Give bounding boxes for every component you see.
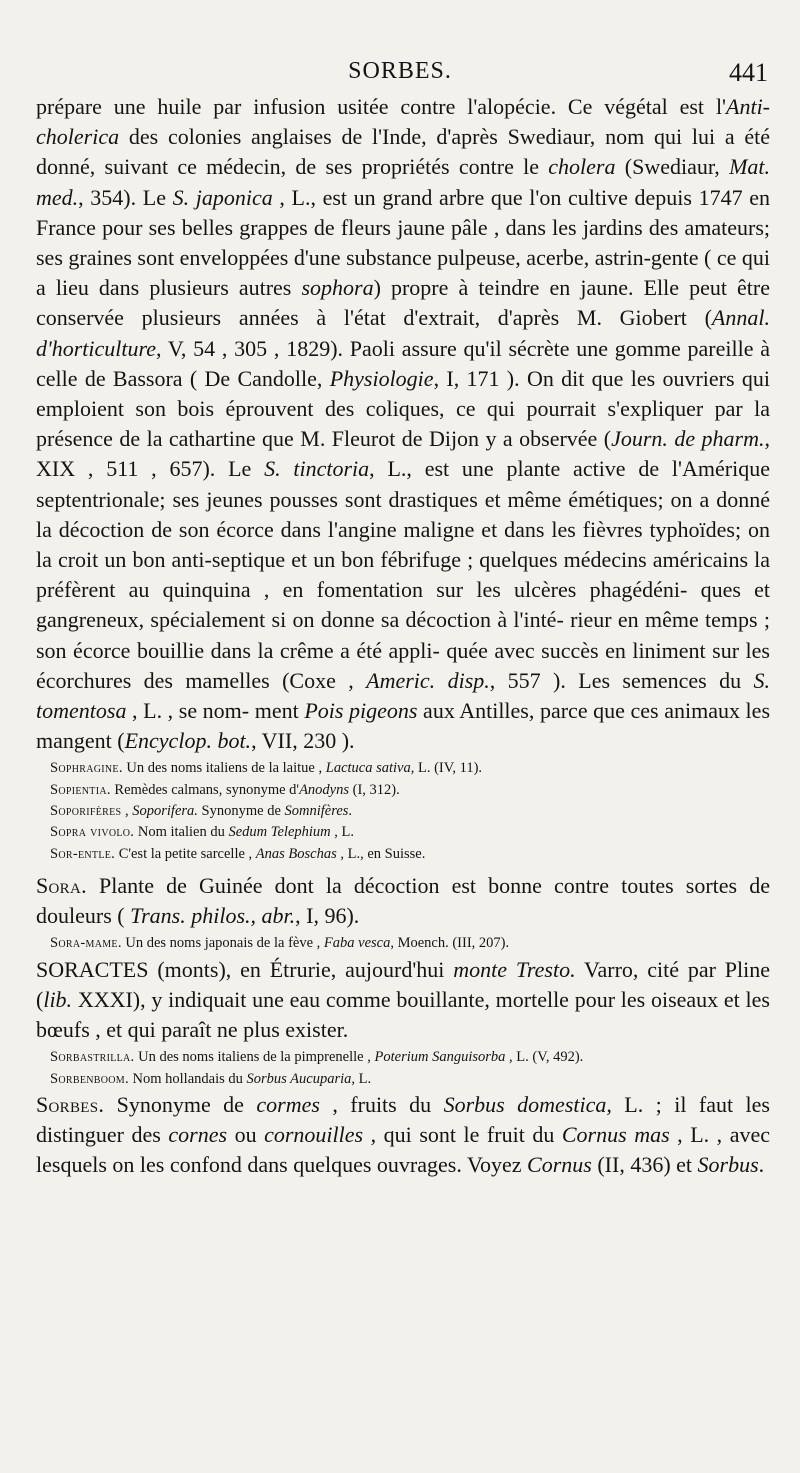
italic-run: Physiologie: [329, 365, 434, 391]
entry-headword: SORACTES: [36, 956, 149, 982]
entry-text: Synonyme de: [197, 803, 285, 820]
text-run: , XIX , 511 , 657). Le: [36, 426, 770, 482]
entry-italic: cormes: [256, 1091, 320, 1117]
entry-sora: [36, 871, 770, 931]
text-run: anti-septique et un bon fébrifuge ; quelques médecins américains la: [171, 547, 770, 573]
entry-italic: Lactuca sativa: [325, 760, 411, 777]
entry-text: , L.: [330, 824, 354, 841]
entry-text: , L.: [351, 1070, 372, 1087]
entry-text: , L. (IV, 11).: [410, 760, 483, 777]
entry-sorbastrilla: [36, 1047, 770, 1068]
entry-text: (I, 312).: [349, 781, 400, 798]
entry-italic: Somnifères: [284, 803, 349, 820]
text-run: Candolle,: [237, 365, 330, 391]
entry-text: L. ; il faut les distinguer des: [36, 1091, 770, 1148]
text-run: , L. , se nom-: [126, 698, 250, 724]
text-run: , L., est un: [272, 184, 376, 210]
entry-italic: lib.: [43, 986, 73, 1012]
italic-run: S. tinctoria: [264, 456, 370, 482]
entry-text: , I, 96).: [295, 903, 360, 929]
entry-sora-mame: [36, 933, 770, 954]
text-run: , V, 54 , 305 , 1829).: [156, 335, 344, 361]
sophora-paragraph: [36, 92, 770, 756]
entry-italic: Cornus: [527, 1152, 592, 1178]
text-run: (: [117, 728, 125, 754]
text-run: le: [523, 154, 549, 180]
entry-italic: Sorbus domestica,: [443, 1091, 612, 1117]
entry-text: Nom hollandais du: [128, 1070, 247, 1087]
entry-italic: Trans. philos., abr.: [130, 903, 296, 929]
text-run: gente ( ce qui a lieu dans plusieurs autres: [36, 245, 771, 301]
entry-headword: Sorbenboom.: [50, 1070, 129, 1087]
italic-run: S. tomentosa: [36, 667, 771, 724]
text-run: rieur en même temps ; son écorce bouillie dans la crême a été appli-: [36, 607, 770, 663]
entry-text: Remèdes calmans, synonyme d': [110, 781, 300, 798]
entry-sopientia: [36, 780, 770, 801]
entry-headword: Sorbastrilla.: [50, 1049, 135, 1066]
text-run: , 354). Le: [78, 184, 173, 210]
entry-text: C'est la petite sarcelle ,: [115, 845, 256, 862]
text-run: plante active de l'Amérique septentrionale; ses jeunes pousses sont: [36, 456, 770, 512]
text-run: quée avec succès en liniment sur les écorchures des mamelles (Coxe ,: [36, 637, 770, 693]
entry-italic: Soporifera.: [132, 803, 198, 820]
page-header: [0, 58, 800, 92]
entry-text: Synonyme de: [104, 1091, 257, 1117]
text-run: son bois éprouvent des coliques, ce qui pourrait s'expliquer par la: [135, 396, 770, 422]
entry-text: , fruits du: [319, 1091, 444, 1117]
italic-run: cholera: [548, 154, 616, 180]
entry-italic: Sorbus: [697, 1152, 759, 1178]
entry-headword: Sora.: [36, 872, 87, 898]
text-run: , VII, 230 ).: [251, 728, 355, 754]
entry-soporiferes: [36, 801, 770, 822]
entry-sor-entle: [36, 844, 770, 865]
text-run: en jaune. Elle peut être conservée plusieurs années à l'état d'extrait,: [36, 275, 770, 331]
running-head: SORBES.: [348, 58, 452, 84]
text-run: aux Antilles, parce que ces animaux les mangent: [36, 698, 770, 754]
text-run: (Swediaur,: [615, 154, 730, 180]
text-run: (: [603, 426, 612, 452]
text-run: prépare une huile par infusion usitée contre l'alopécie. Ce végétal est: [36, 94, 705, 119]
text-run: d'après M. Giobert (: [497, 305, 712, 331]
entry-headword: Sora-mame.: [50, 935, 122, 952]
entry-text: Varro, cité par Pline (: [36, 956, 770, 1012]
text-run: grappes de fleurs jaune pâle , dans les jardins des amateurs; ses: [36, 214, 770, 271]
italic-run: Encyclop. bot.: [124, 728, 252, 754]
entry-sorbenboom: [36, 1069, 770, 1090]
entry-text: Nom italien du: [134, 824, 229, 841]
entry-soractes: [36, 955, 770, 1046]
text-run: , L., est une: [369, 456, 494, 482]
entry-text: Un des noms italiens de la pimprenelle ,: [134, 1049, 375, 1066]
text-run: ) propre à teindre: [373, 275, 540, 301]
text-run: Paoli assure qu'il sécrète une gomme pareille à celle de Bassora ( De: [36, 335, 770, 391]
entry-sophragine: [36, 758, 770, 779]
text-run: grand arbre que l'on cultive depuis 1747 en France pour ses belles: [36, 184, 770, 240]
entry-headword: Soporifères: [50, 803, 122, 820]
italic-run: Americ. disp.: [366, 667, 490, 693]
entry-italic: cornouilles: [264, 1122, 364, 1148]
entry-text: , qui sont le fruit du: [363, 1122, 562, 1148]
text-run: l': [715, 94, 727, 119]
entry-italic: Sedum Telephium: [228, 824, 331, 841]
entry-italic: Anas Boschas: [255, 845, 337, 862]
italic-run: Pois pigeons: [304, 698, 418, 724]
entry-italic: Sorbus Aucuparia: [246, 1070, 352, 1087]
entry-headword: Sopra vivolo.: [50, 824, 135, 841]
entry-text: ,: [121, 803, 133, 820]
entry-italic: Poterium Sanguisorba: [374, 1049, 506, 1066]
italic-run: sophora: [301, 275, 374, 301]
entry-headword: Sophragine.: [50, 760, 123, 777]
text-run: présence de la cathartine que M. Fleurot de Dijon y a observée: [36, 426, 598, 452]
italic-run: Anti-cholerica: [36, 94, 771, 150]
text-run: , 557 ). Les semences du: [489, 667, 754, 693]
entry-text: Un des noms japonais de la fève ,: [121, 935, 324, 952]
text-run: nom qui lui a été donné, suivant ce médecin, de ses propriétés contre: [36, 124, 771, 180]
text-run: dans l'angine maligne et dans les fièvres typhoïdes; on la croit un bon: [36, 516, 771, 573]
text-run: des colonies anglaises de l'Inde, d'après Swediaur,: [119, 124, 596, 150]
entry-italic: cornes: [168, 1122, 228, 1148]
entry-text: ou: [227, 1122, 265, 1148]
italic-run: S. japonica: [172, 184, 273, 210]
text-run: drastiques et même émétiques; on a donné la décoction de son écorce: [36, 486, 770, 542]
entry-italic: Cornus mas: [561, 1122, 670, 1148]
entry-text: Plante de Guinée dont la décoction est bonne contre toutes sortes de douleurs (: [36, 872, 770, 929]
entry-text: .: [348, 803, 353, 820]
entry-italic: Faba vesca: [323, 935, 391, 952]
entry-sorbes: [36, 1090, 770, 1181]
italic-run: Journ. de pharm.: [611, 426, 765, 452]
entry-text: XXXI), y indiquait une eau comme bouillante, mortelle pour les oiseaux et les bœufs , et qui paraît ne plus exister.: [36, 986, 770, 1043]
text-run: , I, 171 ). On dit que les ouvriers qui emploient: [36, 365, 770, 422]
entry-text: , L. , avec lesquels on les confond dans quelques ouvrages. Voyez: [36, 1122, 771, 1178]
text-run: graines sont enveloppées d'une substance pulpeuse, acerbe, astrin-: [68, 245, 651, 271]
entry-text: .: [758, 1152, 765, 1178]
entry-sopra-vivolo: [36, 822, 770, 843]
entry-text: , L., en Suisse.: [336, 845, 426, 862]
page-body: [36, 92, 770, 1180]
text-run: ment: [254, 698, 305, 724]
entry-text: (II, 436) et: [591, 1152, 698, 1178]
entry-headword: Sopientia.: [50, 781, 111, 798]
entry-text: (monts), en Étrurie, aujourd'hui: [148, 956, 454, 982]
entry-italic: monte Tresto.: [453, 956, 576, 982]
entry-headword: Sorbes.: [36, 1091, 105, 1117]
entry-text: Un des noms italiens de la laitue ,: [122, 760, 326, 777]
entry-italic: Anodyns: [299, 781, 349, 798]
page-number: 441: [729, 58, 768, 87]
italic-run: Annal. d'horticulture: [36, 305, 770, 361]
entry-headword: Sor-entle.: [50, 845, 116, 862]
entry-text: , Moench. (III, 207).: [390, 935, 510, 952]
entry-text: , L. (V, 492).: [505, 1049, 584, 1066]
italic-run: Mat. med.: [36, 154, 771, 210]
text-run: préfèrent au quinquina , en fomentation sur les ulcères phagédéni-: [36, 577, 688, 603]
text-run: ques et gangreneux, spécialement si on donne sa décoction à l'inté-: [36, 577, 771, 633]
